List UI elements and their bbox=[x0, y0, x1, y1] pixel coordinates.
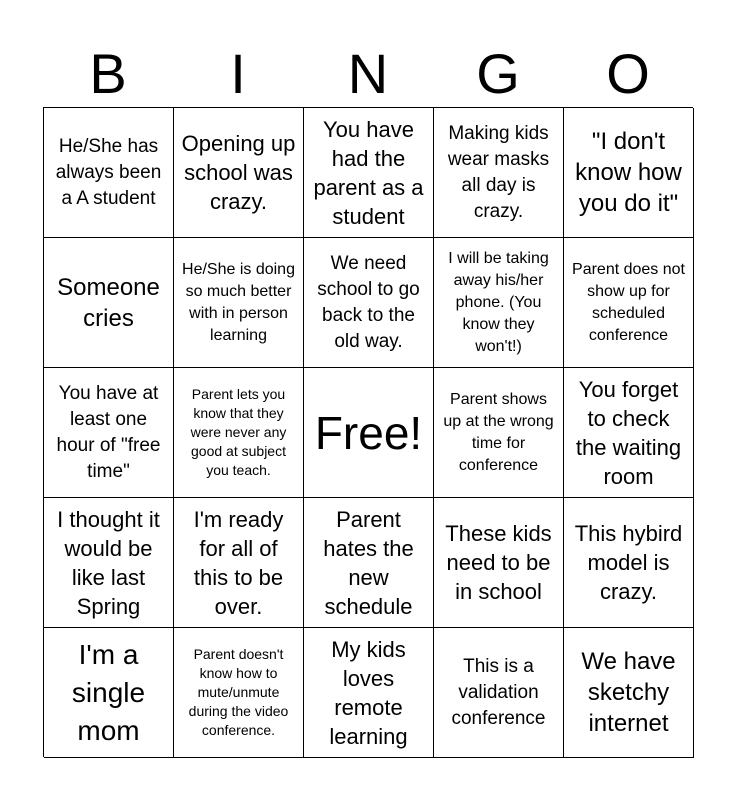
bingo-cell[interactable] bbox=[44, 368, 174, 498]
header-letter-g: G bbox=[476, 42, 520, 105]
cell-text: He/She has always been a A student bbox=[55, 135, 162, 209]
bingo-cell[interactable] bbox=[564, 368, 694, 498]
cell-text: Parent shows up at the wrong time for conference bbox=[443, 390, 554, 474]
cell-text: Parent doesn't know how to mute/unmute during the video conference. bbox=[188, 646, 289, 738]
bingo-cell[interactable] bbox=[434, 108, 564, 238]
bingo-cell[interactable] bbox=[434, 498, 564, 628]
bingo-cell[interactable] bbox=[304, 238, 434, 368]
header-letter-n: N bbox=[347, 42, 389, 105]
bingo-cell[interactable] bbox=[174, 238, 304, 368]
cell-text: "I don't know how you do it" bbox=[575, 128, 682, 217]
bingo-cell[interactable] bbox=[434, 238, 564, 368]
bingo-cell[interactable] bbox=[44, 238, 174, 368]
bingo-cell[interactable] bbox=[434, 368, 564, 498]
bingo-cell[interactable] bbox=[304, 108, 434, 238]
cell-text: Parent does not show up for scheduled conference bbox=[572, 260, 685, 344]
header-letter-i: I bbox=[230, 42, 246, 105]
cell-text: Making kids wear masks all day is crazy. bbox=[447, 122, 550, 222]
cell-text: He/She is doing so much better with in person learning bbox=[182, 260, 295, 344]
header-letter-o: O bbox=[606, 42, 650, 105]
cell-text: I'm ready for all of this to be over. bbox=[193, 506, 284, 619]
cell-text: This hybird model is crazy. bbox=[574, 521, 683, 604]
header-letter-b: B bbox=[89, 42, 127, 105]
bingo-cell[interactable] bbox=[174, 108, 304, 238]
cell-text: We need school to go back to the old way. bbox=[317, 252, 420, 352]
bingo-cell[interactable] bbox=[44, 628, 174, 758]
cell-text: Parent hates the new schedule bbox=[323, 506, 414, 619]
free-space-cell[interactable] bbox=[304, 368, 434, 498]
cell-text: This is a validation conference bbox=[451, 655, 546, 729]
cell-text: I will be taking away his/her phone. (You know they won't!) bbox=[448, 249, 549, 355]
cell-text: My kids loves remote learning bbox=[329, 636, 408, 749]
bingo-cell[interactable] bbox=[174, 628, 304, 758]
bingo-cell[interactable] bbox=[564, 238, 694, 368]
bingo-cell[interactable] bbox=[174, 368, 304, 498]
bingo-cell[interactable] bbox=[304, 498, 434, 628]
cell-text: You have had the parent as a student bbox=[313, 116, 424, 229]
cell-text: I thought it would be like last Spring bbox=[57, 506, 160, 619]
bingo-header bbox=[43, 40, 693, 108]
cell-text: Someone cries bbox=[57, 273, 160, 332]
cell-text: You forget to check the waiting room bbox=[575, 376, 682, 489]
bingo-cell[interactable] bbox=[174, 498, 304, 628]
cell-text: Parent lets you know that they were never any good at subject you teach. bbox=[190, 386, 287, 478]
cell-text: You have at least one hour of "free time" bbox=[56, 382, 161, 482]
cell-text: We have sketchy internet bbox=[581, 648, 676, 737]
bingo-cell[interactable] bbox=[434, 628, 564, 758]
cell-text: I'm a single mom bbox=[71, 638, 146, 746]
cell-text: These kids need to be in school bbox=[445, 521, 552, 604]
bingo-cell[interactable] bbox=[44, 498, 174, 628]
bingo-cell[interactable] bbox=[564, 108, 694, 238]
bingo-cell[interactable] bbox=[304, 628, 434, 758]
free-space-text: Free! bbox=[314, 406, 423, 459]
bingo-cell[interactable] bbox=[564, 628, 694, 758]
cell-text: Opening up school was crazy. bbox=[181, 131, 296, 214]
bingo-grid bbox=[43, 107, 693, 757]
bingo-cell[interactable] bbox=[44, 108, 174, 238]
bingo-cell[interactable] bbox=[564, 498, 694, 628]
